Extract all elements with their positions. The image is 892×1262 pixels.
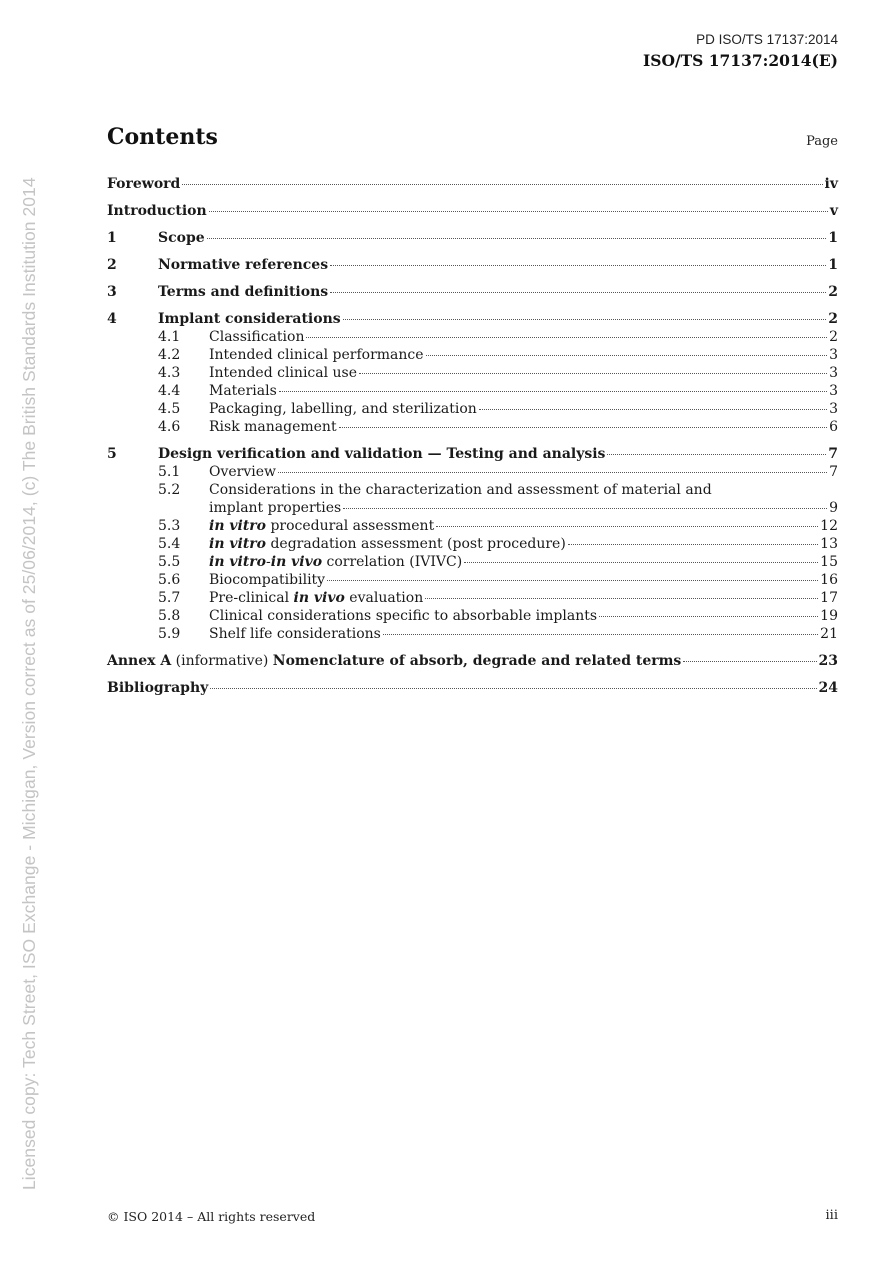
toc-entry-number: 5.5 (158, 554, 181, 570)
toc-entry-title: implant properties (209, 500, 342, 516)
toc-entry-number: 4.4 (158, 383, 181, 399)
dot-leader (426, 354, 828, 356)
toc-entry-overview[interactable] (107, 463, 838, 481)
dot-leader (330, 264, 826, 266)
toc-entry-page: 19 (820, 608, 838, 624)
toc-entry-page: 2 (828, 284, 838, 300)
toc-entry-title: Intended clinical performance (209, 347, 424, 363)
copyright-notice: © ISO 2014 – All rights reserved (107, 1209, 316, 1224)
toc-entry-page: 17 (820, 590, 838, 606)
toc-entry-title: Overview (209, 464, 277, 480)
toc-entry-number: 5.7 (158, 590, 181, 606)
toc-entry-title: Considerations in the characterization and assessment of material and (209, 482, 712, 498)
toc-entry-page: 3 (829, 365, 838, 381)
document-reference-main: ISO/TS 17137:2014(E) (643, 51, 838, 70)
toc-entry-page: 3 (829, 347, 838, 363)
page-column-label: Page (806, 134, 838, 149)
toc-entry-number: 5.2 (158, 482, 181, 498)
toc-entry-number: 4.5 (158, 401, 181, 417)
toc-entry-page: 3 (829, 401, 838, 417)
toc-entry-page: 12 (820, 518, 838, 534)
toc-entry-title: Foreword (107, 176, 181, 192)
toc-entry-page: 21 (820, 626, 838, 642)
document-reference-small: PD ISO/TS 17137:2014 (696, 32, 838, 47)
license-watermark: Licensed copy: Tech Street, ISO Exchange - Michigan, Version correct as of 25/06/2014, (c) The British Standards Institution 2014 (19, 177, 39, 1190)
contents-heading: Contents (107, 124, 218, 150)
dot-leader (327, 579, 818, 581)
toc-entry-risk-management[interactable] (107, 418, 838, 436)
toc-entry-introduction[interactable] (107, 202, 838, 220)
dot-leader (209, 210, 828, 212)
toc-entry-page: 13 (820, 536, 838, 552)
dot-leader (343, 318, 827, 320)
toc-entry-title: Biocompatibility (209, 572, 326, 588)
toc-entry-page: 1 (828, 230, 838, 246)
toc-entry-number: 5.6 (158, 572, 181, 588)
toc-entry-page: 23 (818, 653, 838, 669)
toc-entry-page: 16 (820, 572, 838, 588)
toc-entry-title: Normative references (158, 257, 329, 273)
toc-entry-title: in vitro-in vivo correlation (IVIVC) (209, 554, 463, 570)
toc-entry-page: 9 (829, 500, 838, 516)
toc-entry-page: v (829, 203, 838, 219)
page-number: iii (825, 1208, 838, 1223)
toc-entry-title: Clinical considerations specific to absorbable implants (209, 608, 598, 624)
toc-entry-materials[interactable] (107, 382, 838, 400)
toc-entry-ivivc[interactable] (107, 553, 838, 571)
toc-entry-page: 15 (820, 554, 838, 570)
toc-entry-number: 4.6 (158, 419, 181, 435)
toc-entry-number: 4 (107, 311, 117, 327)
toc-entry-in-vitro-degradation[interactable] (107, 535, 838, 553)
toc-entry-title: Risk management (209, 419, 337, 435)
toc-entry-title: Design verification and validation — Testing and analysis (158, 446, 606, 462)
dot-leader (479, 408, 827, 410)
dot-leader (279, 390, 827, 392)
toc-entry-shelf-life[interactable] (107, 625, 838, 643)
toc-entry-normative-references[interactable] (107, 256, 838, 274)
toc-entry-packaging[interactable] (107, 400, 838, 418)
toc-entry-page: 6 (829, 419, 838, 435)
toc-entry-bibliography[interactable] (107, 679, 838, 697)
toc-entry-page: 24 (818, 680, 838, 696)
dot-leader (343, 507, 827, 509)
toc-entry-number: 5.1 (158, 464, 181, 480)
toc-entry-title: Terms and definitions (158, 284, 329, 300)
toc-entry-clinical-considerations[interactable] (107, 607, 838, 625)
toc-entry-number: 4.2 (158, 347, 181, 363)
toc-entry-classification[interactable] (107, 328, 838, 346)
toc-entry-number: 2 (107, 257, 117, 273)
toc-entry-biocompatibility[interactable] (107, 571, 838, 589)
dot-leader (464, 561, 818, 563)
toc-entry-number: 5 (107, 446, 117, 462)
toc-entry-number: 4.1 (158, 329, 181, 345)
toc-entry-title: Introduction (107, 203, 207, 219)
dot-leader (436, 525, 818, 527)
toc-entry-page: 1 (828, 257, 838, 273)
dot-leader (207, 237, 827, 239)
toc-entry-title: in vitro procedural assessment (209, 518, 435, 534)
toc-entry-title: Implant considerations (158, 311, 341, 327)
toc-entry-title: Pre-clinical in vivo evaluation (209, 590, 424, 606)
toc-entry-title: Materials (209, 383, 277, 399)
dot-leader (278, 471, 827, 473)
dot-leader (339, 426, 828, 428)
toc-entry-title: in vitro degradation assessment (post procedure) (209, 536, 566, 552)
dot-leader (683, 660, 816, 662)
toc-entry-design-verification[interactable] (107, 445, 838, 463)
toc-entry-intended-clinical-use[interactable] (107, 364, 838, 382)
toc-entry-pre-clinical[interactable] (107, 589, 838, 607)
toc-entry-implant-considerations[interactable] (107, 310, 838, 328)
toc-entry-number: 4.3 (158, 365, 181, 381)
toc-entry-page: 2 (829, 329, 838, 345)
dot-leader (607, 453, 826, 455)
toc-entry-number: 5.9 (158, 626, 181, 642)
dot-leader (359, 372, 827, 374)
toc-entry-number: 5.4 (158, 536, 181, 552)
dot-leader (599, 615, 818, 617)
dot-leader (306, 336, 827, 338)
dot-leader (330, 291, 826, 293)
toc-entry-number: 3 (107, 284, 117, 300)
toc-entry-title: Scope (158, 230, 205, 246)
toc-entry-intended-clinical-performance[interactable] (107, 346, 838, 364)
toc-entry-terms-definitions[interactable] (107, 283, 838, 301)
toc-entry-title: Intended clinical use (209, 365, 358, 381)
toc-entry-number: 5.8 (158, 608, 181, 624)
dot-leader (568, 543, 818, 545)
toc-entry-page: 3 (829, 383, 838, 399)
toc-entry-number: 1 (107, 230, 117, 246)
dot-leader (210, 687, 816, 689)
dot-leader (182, 183, 822, 185)
toc-entry-page: 2 (828, 311, 838, 327)
toc-entry-title: Shelf life considerations (209, 626, 381, 642)
toc-entry-characterization-line2[interactable] (107, 499, 838, 517)
toc-entry-page: iv (824, 176, 838, 192)
toc-entry-annex-a[interactable] (107, 652, 838, 670)
toc-entry-foreword[interactable] (107, 175, 838, 193)
toc-entry-title: Classification (209, 329, 305, 345)
dot-leader (383, 633, 818, 635)
toc-entry-title: Annex A (informative) Nomenclature of absorb, degrade and related terms (107, 653, 682, 669)
toc-entry-page: 7 (829, 464, 838, 480)
toc-entry-in-vitro-procedural[interactable] (107, 517, 838, 535)
toc-entry-characterization-line1[interactable] (107, 481, 838, 499)
toc-entry-page: 7 (828, 446, 838, 462)
toc-entry-title: Packaging, labelling, and sterilization (209, 401, 477, 417)
toc-entry-number: 5.3 (158, 518, 181, 534)
toc-entry-title: Bibliography (107, 680, 209, 696)
dot-leader (425, 597, 818, 599)
toc-entry-scope[interactable] (107, 229, 838, 247)
